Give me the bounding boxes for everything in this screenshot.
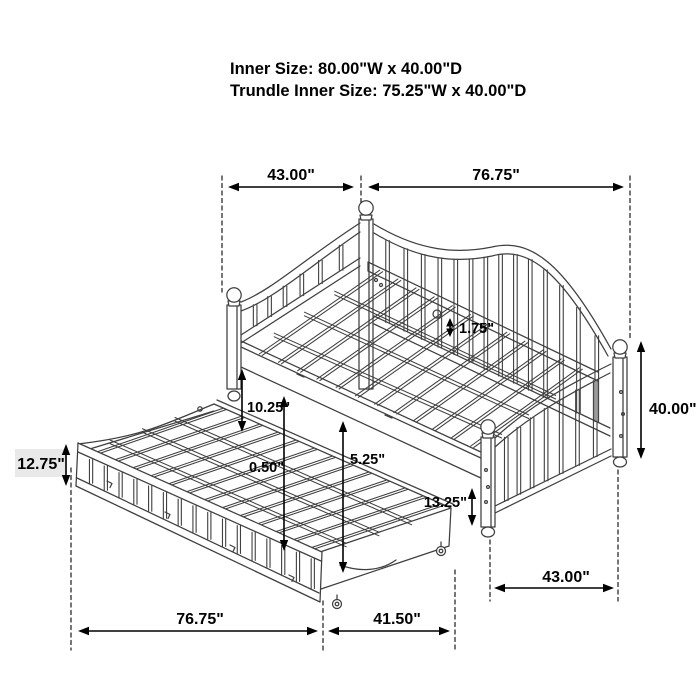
dim-trundle-clearance: 5.25" <box>350 452 386 468</box>
dim-bottom-trundle-length: 76.75" <box>176 611 224 628</box>
dim-slat-rise: 1.75" <box>459 321 495 337</box>
inner-size-title: Inner Size: 80.00"W x 40.00"D <box>230 60 463 78</box>
dim-bottom-trundle-width: 41.50" <box>373 611 421 628</box>
dim-bottom-right-depth: 43.00" <box>542 569 590 586</box>
dim-clearance-gap: 0.50" <box>249 460 285 476</box>
rear-left-post <box>359 201 373 389</box>
trundle-front-panel <box>76 443 322 602</box>
rear-right-post <box>613 340 627 467</box>
daybed-illustration <box>227 201 627 537</box>
trundle-left-rail <box>78 404 214 452</box>
trundle-right-end <box>318 508 451 590</box>
front-right-post <box>481 420 495 537</box>
dimension-annotations <box>15 60 697 652</box>
trundle-inner-size-title: Trundle Inner Size: 75.25"W x 40.00"D <box>230 82 527 100</box>
dim-right-height: 40.00" <box>649 401 697 418</box>
trundle-illustration <box>76 400 453 609</box>
dim-top-left-depth: 43.00" <box>267 167 315 184</box>
dim-trundle-front-height: 12.75" <box>17 456 65 473</box>
right-arm-slats <box>504 381 597 501</box>
front-left-post <box>227 288 241 401</box>
dim-top-right-length: 76.75" <box>472 167 520 184</box>
dim-leg-bottom-height: 13.25" <box>423 495 467 511</box>
dim-under-clearance: 10.25" <box>247 400 291 416</box>
